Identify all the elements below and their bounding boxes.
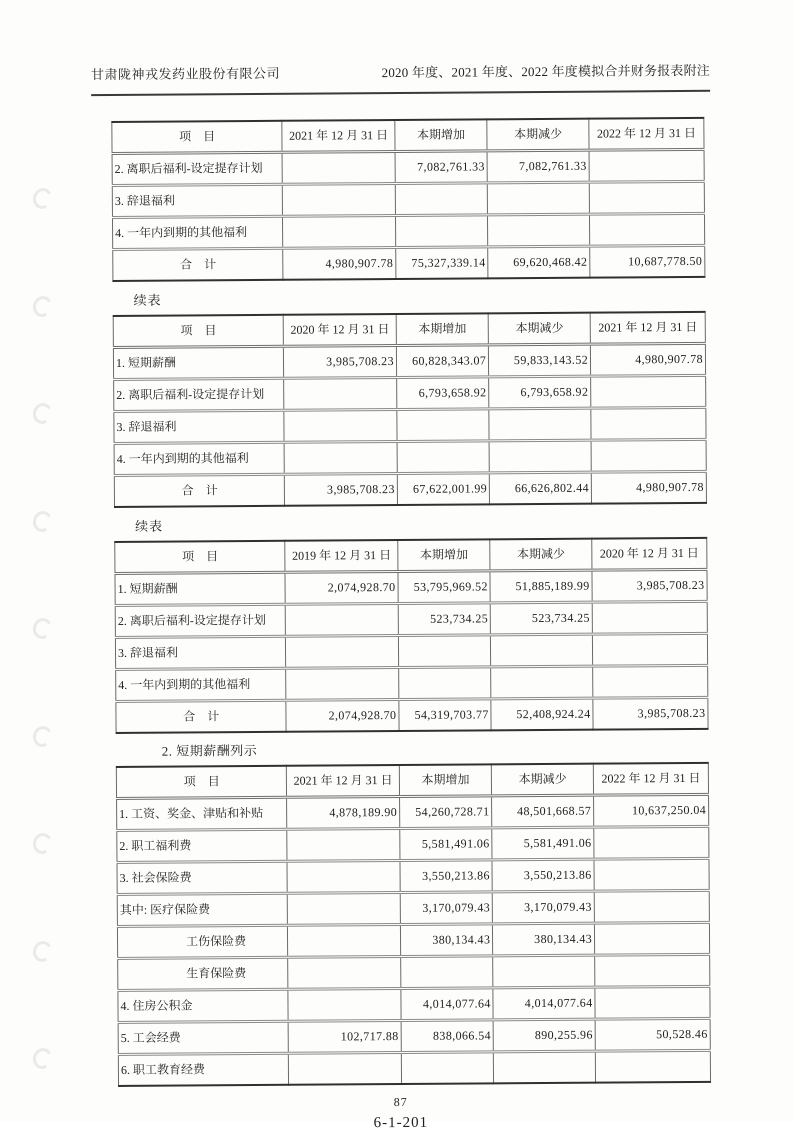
short-term-compensation-table: [116, 762, 711, 1087]
row-label: 3. 辞退福利: [114, 410, 285, 443]
cell-value: [489, 440, 591, 473]
row-label: 4. 一年内到期的其他福利: [116, 668, 287, 701]
cell-value: [401, 1052, 494, 1084]
cell-value: 53,795,969.52: [398, 571, 491, 604]
cell-value: 4,980,907.78: [636, 479, 704, 495]
cell-value: 3,170,079.43: [400, 892, 493, 925]
column-header: 本期减少: [487, 119, 589, 151]
cell-value: [595, 1050, 710, 1082]
company-name: 甘肃陇神戎发药业股份有限公司: [90, 65, 281, 83]
row-label: 2. 离职后福利-设定提存计划: [115, 604, 286, 637]
row-label: 生育保险费: [118, 957, 289, 990]
cell-value: 6,793,658.92: [489, 376, 591, 409]
cell-value: 3,985,708.23: [285, 473, 398, 505]
cell-value: 54,260,728.71: [399, 796, 492, 829]
header-row: [116, 763, 708, 799]
report-title: 2020 年度、2021 年度、2022 年度模拟合并财务报表附注: [381, 62, 711, 81]
cell-value: [594, 858, 709, 891]
page-number: 87: [393, 1094, 408, 1110]
column-header: 2022 年 12 月 31 日: [593, 763, 708, 795]
header-row: [115, 538, 707, 574]
cell-value: 7,082,761.33: [487, 150, 589, 183]
cell-value: 3,550,213.86: [400, 860, 493, 893]
cell-value: 66,626,802.44: [490, 472, 592, 504]
section-heading: 2. 短期薪酬列示: [161, 742, 258, 759]
column-header: 本期增加: [398, 539, 491, 571]
document-header: [90, 0, 710, 96]
row-label: 1. 工资、奖金、津贴和补贴: [117, 797, 288, 830]
continuation-label: 续表: [135, 518, 164, 534]
cell-value: 380,134.43: [400, 924, 493, 957]
cell-value: [287, 828, 400, 861]
cell-value: 4,014,077.64: [401, 988, 494, 1021]
cell-value: 3,985,708.23: [592, 569, 707, 602]
table-row: [118, 954, 710, 990]
cell-value: [397, 441, 490, 474]
row-label: 3. 辞退福利: [115, 636, 286, 669]
cell-value: [288, 988, 401, 1021]
column-header: 2019 年 12 月 31 日: [285, 540, 398, 572]
row-label: 4. 一年内到期的其他福利: [112, 216, 283, 249]
cell-value: [590, 213, 705, 246]
cell-value: 2,074,928.70: [285, 571, 398, 604]
table-row: [115, 601, 707, 637]
cell-value: 60,828,343.07: [396, 345, 489, 378]
tables-area: [111, 117, 711, 1087]
cell-value: 3,985,708.23: [284, 345, 397, 378]
column-header: 项 目: [113, 315, 284, 348]
table-row: [117, 922, 709, 958]
cell-value: 52,408,924.24: [491, 698, 593, 730]
cell-value: [401, 956, 494, 989]
cell-value: 4,980,907.78: [283, 247, 396, 279]
column-header: 本期增加: [395, 119, 488, 151]
row-label: 其中: 医疗保险费: [117, 893, 288, 926]
cell-value: [489, 408, 591, 441]
cell-value: [398, 635, 491, 668]
cell-value: 4,878,189.90: [287, 796, 400, 829]
column-header: 本期减少: [492, 764, 594, 796]
cell-value: [589, 149, 704, 182]
continuation-label: 续表: [133, 292, 162, 308]
cell-value: [283, 216, 396, 249]
cell-value: 48,501,668.57: [492, 795, 594, 828]
row-label: 4. 一年内到期的其他福利: [114, 442, 285, 475]
row-label: 2. 离职后福利-设定提存计划: [112, 152, 283, 185]
row-label: 2. 职工福利费: [117, 829, 288, 862]
row-label: 合 计: [114, 474, 285, 507]
column-header: 2020 年 12 月 31 日: [284, 314, 397, 346]
row-label: 1. 短期薪酬: [115, 572, 286, 605]
employee-benefits-table-2021: [113, 311, 707, 508]
cell-value: 2,074,928.70: [286, 699, 399, 731]
table-row: [114, 375, 706, 411]
table-row: [118, 986, 710, 1022]
table-row: [117, 890, 709, 926]
cell-value: 3,985,708.23: [637, 705, 706, 721]
cell-value: 4,980,907.78: [590, 343, 705, 376]
row-label: 2. 离职后福利-设定提存计划: [114, 378, 285, 411]
cell-value: [595, 986, 710, 1019]
cell-value: 54,319,703.77: [399, 699, 492, 731]
cell-value: [286, 635, 399, 668]
table-row: [115, 633, 707, 669]
cell-value: [283, 152, 396, 185]
cell-value: [399, 667, 492, 700]
cell-value: [591, 439, 706, 472]
cell-value: [595, 954, 710, 987]
row-label: 合 计: [116, 700, 287, 733]
cell-value: [493, 955, 595, 988]
cell-value: 3,550,213.86: [492, 859, 594, 892]
cell-value: [593, 633, 708, 666]
cell-value: 51,885,189.99: [490, 570, 592, 603]
cell-value: 523,734.25: [490, 602, 592, 635]
table-row: [118, 1050, 710, 1086]
cell-value: [289, 1052, 402, 1084]
cell-value: 102,717.88: [289, 1020, 402, 1053]
cell-value: [593, 665, 708, 698]
cell-value: 5,581,491.06: [400, 828, 493, 861]
document-footer: [4, 1092, 797, 1135]
cell-value: 10,687,778.50: [628, 253, 703, 269]
cell-value: [491, 666, 593, 699]
cell-value: [589, 181, 704, 214]
cell-value: [395, 215, 488, 248]
cell-value: [491, 634, 593, 667]
cell-value: [591, 375, 706, 408]
cell-value: [592, 601, 707, 634]
cell-value: 75,327,339.14: [396, 247, 489, 279]
cell-value: [286, 667, 399, 700]
total-row: [114, 471, 706, 507]
cell-value: [284, 377, 397, 410]
table-row: [112, 149, 704, 185]
column-header: 本期增加: [396, 313, 489, 345]
cell-value: [283, 184, 396, 217]
table-row: [113, 343, 705, 379]
row-label: 4. 住房公积金: [118, 989, 289, 1022]
cell-value: 890,255.96: [493, 1019, 595, 1052]
table-row: [118, 1018, 710, 1054]
cell-value: [284, 409, 397, 442]
row-label: 5. 工会经费: [118, 1021, 289, 1054]
cell-value: [288, 956, 401, 989]
cell-value: [288, 924, 401, 957]
column-header: 2021 年 12 月 31 日: [590, 312, 705, 344]
total-row: [116, 697, 708, 733]
employee-benefits-table-2020: [114, 537, 708, 734]
column-header: 本期减少: [490, 539, 592, 571]
cell-value: 380,134.43: [493, 923, 595, 956]
cell-value: 69,620,468.42: [488, 246, 590, 278]
cell-value: 5,581,491.06: [492, 827, 594, 860]
column-header: 2020 年 12 月 31 日: [592, 538, 707, 570]
row-label: 3. 辞退福利: [112, 184, 283, 217]
total-row: [113, 245, 705, 281]
cell-value: [594, 890, 709, 923]
column-header: 2021 年 12 月 31 日: [282, 120, 395, 152]
cell-value: 6,793,658.92: [397, 377, 490, 410]
cell-value: [287, 860, 400, 893]
table-row: [112, 181, 704, 217]
table-row: [115, 569, 707, 605]
row-label: 1. 短期薪酬: [113, 346, 284, 379]
table-row: [112, 213, 704, 249]
column-header: 2022 年 12 月 31 日: [589, 118, 704, 150]
cell-value: 67,622,001.99: [397, 473, 490, 505]
column-header: 项 目: [112, 121, 283, 154]
cell-value: [594, 826, 709, 859]
document-number: 6-1-201: [373, 1114, 429, 1132]
table-row: [116, 665, 708, 701]
row-label: 6. 职工教育经费: [118, 1053, 289, 1086]
row-label: 工伤保险费: [117, 925, 288, 958]
cell-value: [591, 407, 706, 440]
column-header: 2021 年 12 月 31 日: [287, 765, 400, 797]
cell-value: 59,833,143.52: [489, 344, 591, 377]
cell-value: 7,082,761.33: [395, 151, 488, 184]
row-label: 合 计: [113, 248, 284, 281]
cell-value: 838,066.54: [401, 1020, 494, 1053]
cell-value: [494, 1051, 596, 1083]
cell-value: [285, 441, 398, 474]
employee-benefits-table-2022: [111, 117, 705, 282]
cell-value: [286, 603, 399, 636]
column-header: 本期减少: [488, 313, 590, 345]
header-row: [113, 312, 705, 348]
cell-value: 523,734.25: [398, 603, 491, 636]
table-row: [117, 794, 709, 830]
cell-value: [595, 922, 710, 955]
table-row: [117, 826, 709, 862]
column-header: 项 目: [116, 766, 287, 799]
cell-value: [395, 183, 488, 216]
cell-value: [397, 409, 490, 442]
table-row: [114, 407, 706, 443]
header-row: [112, 118, 704, 154]
column-header: 项 目: [115, 541, 286, 574]
cell-value: 10,637,250.04: [594, 794, 709, 827]
table-row: [114, 439, 706, 475]
cell-value: 3,170,079.43: [493, 891, 595, 924]
cell-value: [488, 182, 590, 215]
cell-value: [488, 214, 590, 247]
cell-value: [288, 892, 401, 925]
cell-value: 4,014,077.64: [493, 987, 595, 1020]
row-label: 3. 社会保险费: [117, 861, 288, 894]
column-header: 本期增加: [399, 764, 492, 796]
table-row: [117, 858, 709, 894]
cell-value: 50,528.46: [595, 1018, 710, 1051]
